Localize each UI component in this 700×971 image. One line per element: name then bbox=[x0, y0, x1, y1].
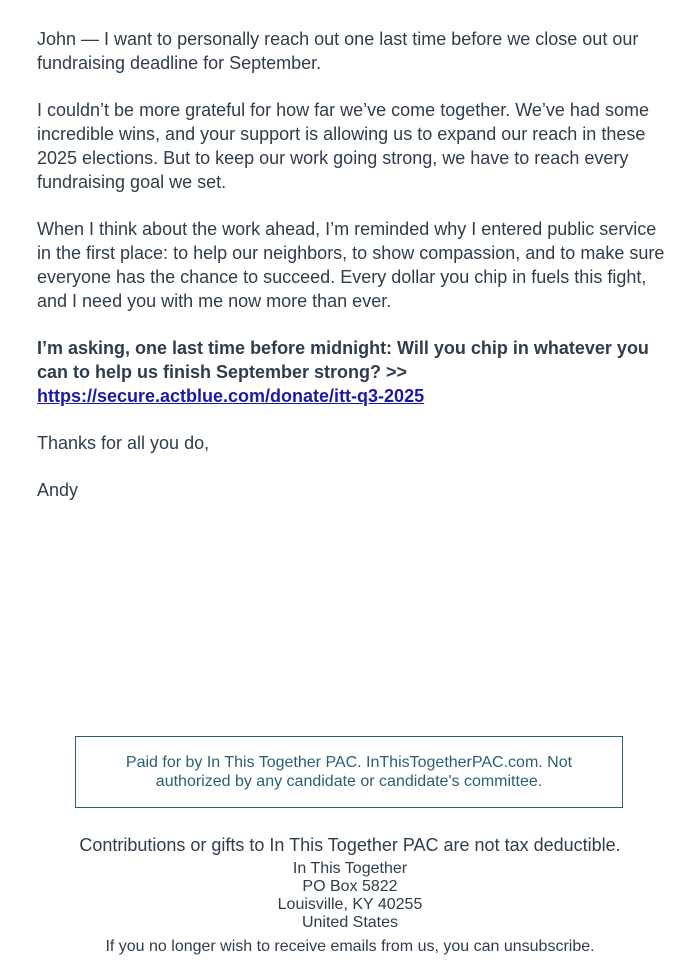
paragraph-gratitude: I couldn’t be more grateful for how far we’ve come together. We’ve had some incredible wins, and your support is allowing us to expand our reach in these 2025 elections. But to keep our work going strong, we have to reach every fundraising goal we set. bbox=[37, 100, 649, 192]
tax-notice: Contributions or gifts to In This Together PAC are not tax deductible. bbox=[79, 835, 621, 855]
address-po-box: PO Box 5822 bbox=[302, 878, 398, 895]
disclaimer-text: Paid for by In This Together PAC. InThisTogetherPAC.com. Not authorized by any candidate or candidate's committee. bbox=[125, 754, 573, 790]
paragraph-intro: John — I want to personally reach out one last time before we close out our fundraising deadline for September. bbox=[37, 29, 639, 73]
paragraph-mission: When I think about the work ahead, I’m reminded why I entered public service in the first place: to help our neighbors, to show compassion, and to make sure everyone has the chance to succeed. Every dollar you chip in fuels this fight, and I need you with me now more than ever. bbox=[37, 219, 665, 311]
donate-link[interactable]: https://secure.actblue.com/donate/itt-q3-2025 bbox=[37, 386, 425, 406]
address-org: In This Together bbox=[292, 860, 408, 877]
paid-for-disclaimer bbox=[75, 736, 623, 808]
closing-line: Thanks for all you do, bbox=[37, 433, 210, 453]
donation-ask bbox=[37, 336, 667, 408]
unsubscribe-link[interactable]: If you no longer wish to receive emails from us, you can unsubscribe. bbox=[105, 938, 595, 955]
address-city: Louisville, KY 40255 bbox=[277, 896, 423, 913]
unsubscribe-notice bbox=[0, 938, 700, 956]
donation-ask-text: I’m asking, one last time before midnight: Will you chip in whatever you can to help us finish September strong? >> bbox=[37, 338, 649, 382]
email-body bbox=[37, 27, 667, 525]
mailing-address bbox=[0, 860, 700, 932]
signature: Andy bbox=[37, 480, 79, 500]
address-country: United States bbox=[301, 914, 399, 931]
